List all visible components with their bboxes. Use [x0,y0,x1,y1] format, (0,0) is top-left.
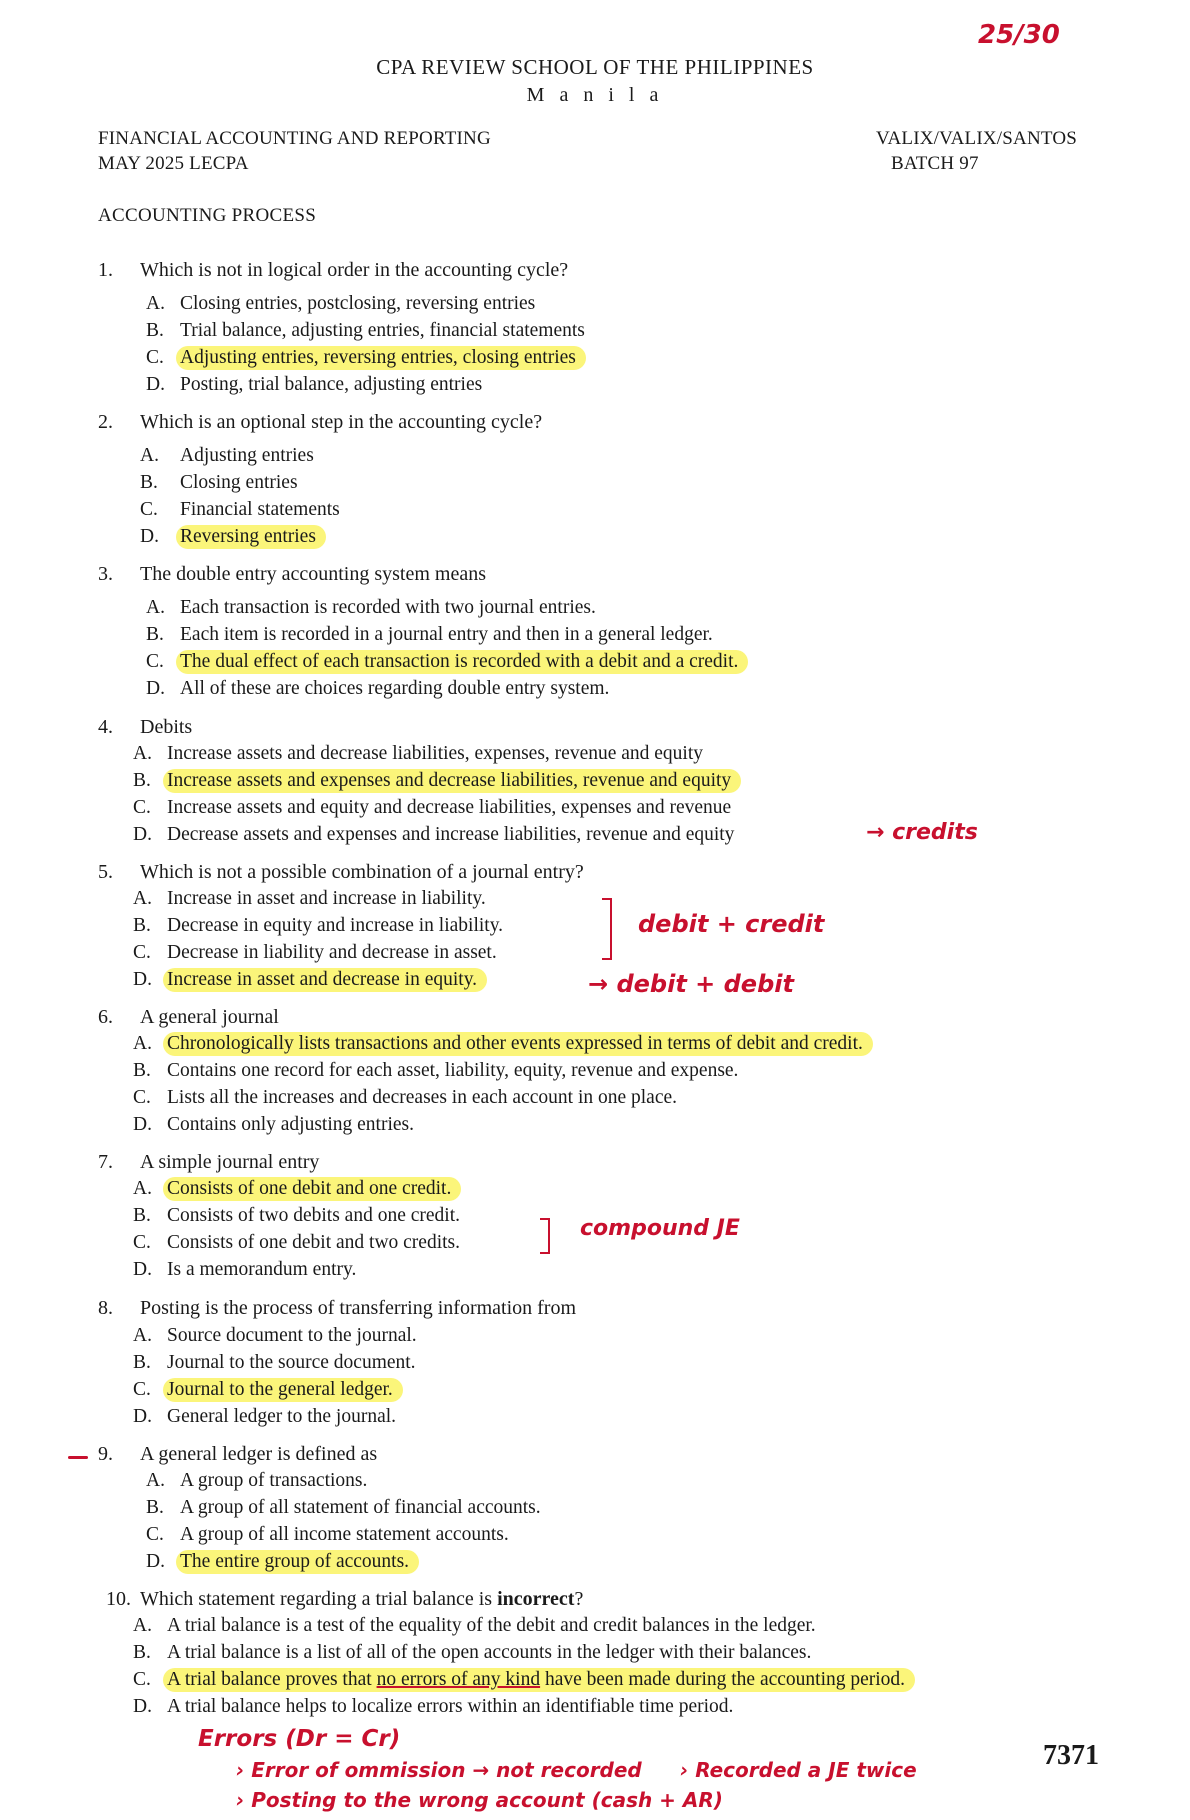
section-title: ACCOUNTING PROCESS [98,205,317,226]
highlighted-answer: A trial balance proves that no errors of any kind have been made during the accounting period. [163,1668,915,1692]
option-9b: B. A group of all statement of financial accounts. [146,1497,541,1518]
option-8c: C. Journal to the general ledger. [133,1379,403,1401]
question-6: 6. A general journal [98,1006,279,1028]
option-3d: D. All of these are choices regarding double entry system. [146,678,610,699]
option-6a: A. Chronologically lists transactions and other events expressed in terms of debit and credit. [133,1033,873,1055]
option-7a: A. Consists of one debit and one credit. [133,1178,461,1200]
option-2d: D. Reversing entries [140,526,326,548]
handwritten-note-compound: compound JE [580,1216,740,1241]
handwritten-note-debit-debit: → debit + debit [588,970,794,998]
option-8d: D. General ledger to the journal. [133,1406,397,1427]
option-5d: D. Increase in asset and decrease in equity. [133,969,487,991]
question-1 [98,259,568,282]
question-7: 7. A simple journal entry [98,1151,320,1173]
option-2a: A. Adjusting entries [140,445,314,466]
subject-title: FINANCIAL ACCOUNTING AND REPORTING [98,128,491,149]
option-1a: A. Closing entries, postclosing, reversing entries [146,293,536,314]
option-10a: A. A trial balance is a test of the equality of the debit and credit balances in the ledger. [133,1615,816,1636]
option-5b: B. Decrease in equity and increase in liability. [133,915,504,936]
option-6c: C. Lists all the increases and decreases in each account in one place. [133,1087,678,1108]
question-10: 10. Which statement regarding a trial balance is incorrect? [106,1588,584,1610]
handwritten-note-debit-credit: debit + credit [638,910,825,938]
option-3a: A. Each transaction is recorded with two journal entries. [146,597,596,618]
highlighted-answer: The entire group of accounts. [176,1550,419,1574]
option-9d: D. The entire group of accounts. [146,1551,419,1573]
option-10b: B. A trial balance is a list of all of the open accounts in the ledger with their balances. [133,1642,812,1663]
highlighted-answer: Increase in asset and decrease in equity. [163,968,487,992]
emphasis-incorrect: incorrect [497,1588,575,1610]
handwritten-error-3: › Posting to the wrong account (cash + AR) [236,1788,723,1812]
question-2: 2. Which is an optional step in the accounting cycle? [98,411,543,433]
option-7d: D. Is a memorandum entry. [133,1259,357,1280]
underlined-phrase: no errors of any kind [376,1669,541,1690]
option-9a: A. A group of transactions. [146,1470,368,1491]
question-5: 5. Which is not a possible combination of a journal entry? [98,861,584,883]
option-1d: D. Posting, trial balance, adjusting entries [146,374,483,395]
handwritten-error-1: › Error of ommission → not recorded [236,1758,642,1782]
option-10d: D. A trial balance helps to localize errors within an identifiable time period. [133,1696,734,1717]
option-7c: C. Consists of one debit and two credits. [133,1232,461,1253]
highlighted-answer: Reversing entries [176,525,326,549]
question-text: Which is not in logical order in the accounting cycle? [140,259,569,281]
highlighted-answer: Increase assets and expenses and decrease liabilities, revenue and equity [163,769,741,793]
option-10c: C. A trial balance proves that no errors of any kind have been made during the accounting period. [133,1669,915,1691]
option-2c: C. Financial statements [140,499,340,520]
highlighted-answer: Adjusting entries, reversing entries, closing entries [176,346,586,370]
option-5c: C. Decrease in liability and decrease in asset. [133,942,497,963]
question-8: 8. Posting is the process of transferring information from [98,1297,577,1319]
option-4d: D. Decrease assets and expenses and increase liabilities, revenue and equity [133,824,735,845]
handwritten-score: 25/30 [978,20,1060,50]
option-3c: C. The dual effect of each transaction is recorded with a debit and a credit. [146,651,748,673]
highlighted-answer: The dual effect of each transaction is recorded with a debit and a credit. [176,650,748,674]
handwritten-bracket [602,898,612,960]
option-3b: B. Each item is recorded in a journal entry and then in a general ledger. [146,624,713,645]
highlighted-answer: Consists of one debit and one credit. [163,1177,461,1201]
option-6d: D. Contains only adjusting entries. [133,1114,414,1135]
option-2b: B. Closing entries [140,472,298,493]
page-number: 7371 [1043,1740,1099,1771]
batch: BATCH 97 [891,153,979,174]
handwritten-note-credits: → credits [866,820,978,845]
school-city: M a n i l a [526,84,664,106]
option-1b: B. Trial balance, adjusting entries, financial statements [146,320,585,341]
school-name: CPA REVIEW SCHOOL OF THE PHILIPPINES [376,55,814,79]
option-1c: C. Adjusting entries, reversing entries, closing entries [146,347,586,369]
option-4a: A. Increase assets and decrease liabilities, expenses, revenue and equity [133,743,704,764]
option-7b: B. Consists of two debits and one credit. [133,1205,461,1226]
option-5a: A. Increase in asset and increase in liability. [133,888,486,909]
question-number: 1. [98,259,113,281]
option-4c: C. Increase assets and equity and decrease liabilities, expenses and revenue [133,797,732,818]
handwritten-errors-title: Errors (Dr = Cr) [198,1726,401,1752]
question-9: 9. A general ledger is defined as [98,1443,378,1465]
option-6b: B. Contains one record for each asset, liability, equity, revenue and expense. [133,1060,739,1081]
question-3: 3. The double entry accounting system means [98,563,487,585]
highlighted-answer: Chronologically lists transactions and other events expressed in terms of debit and credit. [163,1032,873,1056]
handwritten-wrong-mark [68,1456,88,1459]
highlighted-answer: Journal to the general ledger. [163,1378,403,1402]
question-4: 4. Debits [98,716,193,738]
exam-title: MAY 2025 LECPA [98,153,249,174]
handwritten-error-2: › Recorded a JE twice [680,1758,917,1782]
handwritten-bracket [540,1218,550,1254]
option-9c: C. A group of all income statement accounts. [146,1524,509,1545]
option-8a: A. Source document to the journal. [133,1325,417,1346]
option-4b: B. Increase assets and expenses and decrease liabilities, revenue and equity [133,770,741,792]
option-8b: B. Journal to the source document. [133,1352,416,1373]
authors: VALIX/VALIX/SANTOS [876,128,1078,149]
